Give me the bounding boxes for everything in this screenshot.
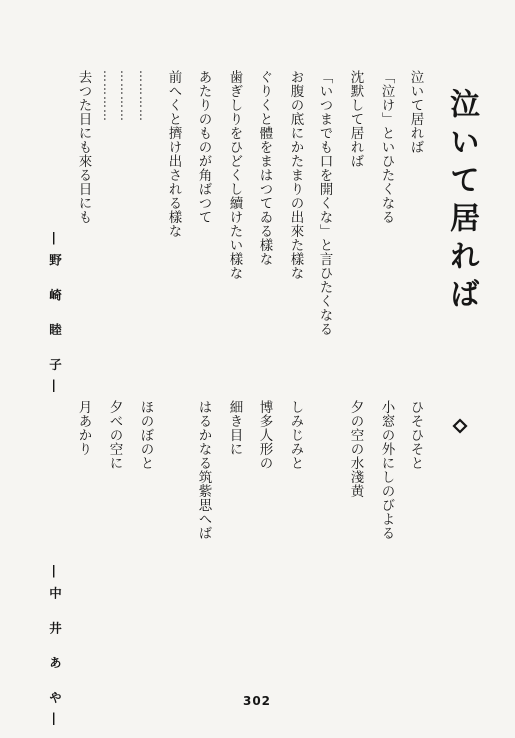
poem2-line-2: 小窓の外にしのびよる bbox=[378, 400, 395, 540]
poem2-line-9: 夕べの空に bbox=[106, 400, 123, 470]
poem1-line-10: 去つた日にも來る日にも bbox=[75, 70, 92, 224]
poem2-line-8: ほのぼのと bbox=[137, 400, 154, 470]
poem2-line-7: はるかなる筑紫思へば bbox=[195, 400, 212, 540]
poem1-ellipsis-1: ………… bbox=[137, 70, 151, 122]
poem2-line-10: 月あかり bbox=[75, 400, 92, 456]
poem1-line-5: お腹の底にかたまりの出來た樣な bbox=[287, 70, 304, 280]
poem2-line-3: 夕の空の水淺黄 bbox=[347, 400, 364, 498]
poem1-line-9: 前へくと擠け出される樣な bbox=[165, 70, 182, 238]
poem2-line-4: しみじみと bbox=[287, 400, 304, 470]
poem1-line-3: 沈默して居れば bbox=[347, 70, 364, 168]
poem1-line-6: ぐりくと體をまはつてゐる樣な bbox=[256, 70, 273, 266]
poem1-line-2: 「泣け」といひたくなる bbox=[378, 70, 395, 224]
poem1-author: ―野 崎 睦 子― bbox=[47, 232, 63, 402]
poem1-line-1: 泣いて居れば bbox=[407, 70, 424, 154]
page-number: 302 bbox=[242, 694, 272, 708]
poem1-ellipsis-3: ………… bbox=[101, 70, 115, 122]
poem1-ellipsis-2: ………… bbox=[118, 70, 132, 122]
poem1-line-8: あたりのものが角ばつて bbox=[195, 70, 212, 224]
poem1-line-7: 歯ぎしりをひどくし續けたい樣な bbox=[226, 70, 243, 280]
poem2-line-5: 博多人形の bbox=[256, 400, 273, 470]
poem2-line-1: ひそひそと bbox=[407, 400, 424, 470]
poem2-author: ―中 井 あ や― bbox=[47, 565, 63, 735]
divider-ornament-icon bbox=[452, 418, 468, 434]
poem1-line-4: 「いつまでも口を開くな」と言ひたくなる bbox=[316, 70, 333, 336]
poem-title: 泣いて居れば bbox=[444, 88, 479, 316]
poem2-line-6: 細き目に bbox=[226, 400, 243, 456]
